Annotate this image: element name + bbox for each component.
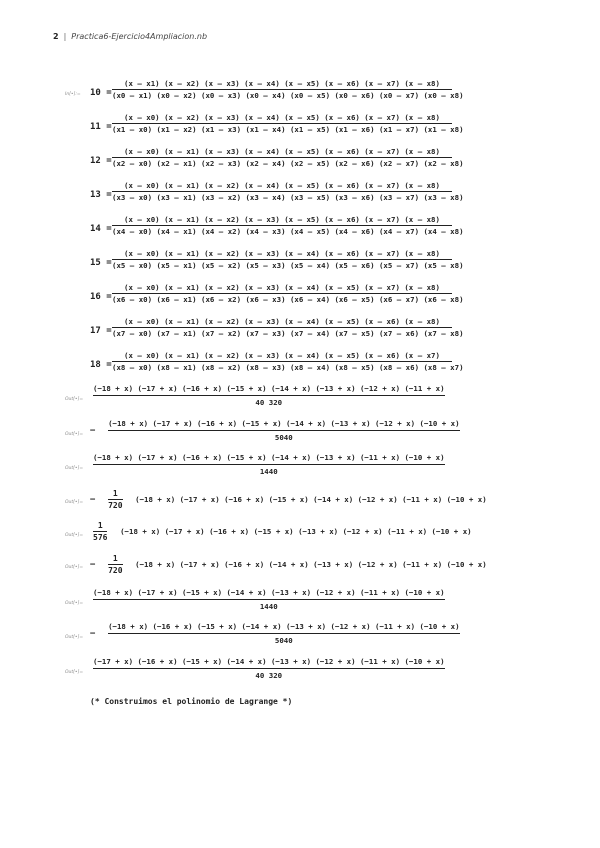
output-denominator: 40 320 — [255, 398, 283, 407]
page-number: 2 — [53, 32, 59, 41]
fraction-bar — [112, 89, 452, 90]
fraction-bar — [112, 225, 452, 226]
input-fraction — [112, 283, 464, 304]
coefficient-denominator: 576 — [93, 533, 108, 542]
output-cell-label: Out[•]= — [65, 432, 84, 437]
output-fraction — [93, 384, 445, 407]
coefficient-denominator: 720 — [108, 501, 123, 510]
output-fraction — [93, 657, 445, 680]
input-numerator: (x – x0) (x – x1) (x – x2) (x – x3) (x – x4) (x – x6) (x – x7) (x – x8) — [124, 249, 440, 258]
output-line[interactable] — [90, 588, 445, 611]
coefficient-numerator: 1 — [112, 554, 118, 563]
input-denominator: (x3 – x0) (x3 – x1) (x3 – x2) (x3 – x4) (x3 – x5) (x3 – x6) (x3 – x7) (x3 – x8) — [112, 193, 464, 202]
output-denominator: 5040 — [274, 433, 293, 442]
fraction-bar — [108, 430, 460, 431]
input-cell-label: In[•]:= — [65, 92, 81, 97]
fraction-bar — [112, 157, 452, 158]
output-coefficient — [108, 554, 122, 575]
output-fraction — [108, 419, 460, 442]
input-lhs: 13 = — [90, 190, 112, 200]
input-fraction — [112, 317, 464, 338]
output-cell-label: Out[•]= — [65, 670, 84, 675]
output-line[interactable] — [90, 384, 445, 407]
fraction-bar — [108, 499, 122, 500]
output-line[interactable] — [90, 657, 445, 680]
fraction-bar — [112, 259, 452, 260]
fraction-bar — [93, 531, 107, 532]
input-fraction — [112, 351, 464, 372]
input-fraction — [112, 249, 464, 270]
output-line[interactable] — [90, 419, 460, 442]
output-coefficient — [93, 521, 107, 542]
output-factors: (−18 + x) (−17 + x) (−16 + x) (−15 + x) (−14 + x) (−12 + x) (−11 + x) (−10 + x) — [135, 495, 487, 504]
output-cell-label: Out[•]= — [65, 533, 84, 538]
input-denominator: (x4 – x0) (x4 – x1) (x4 – x2) (x4 – x3) (x4 – x5) (x4 – x6) (x4 – x7) (x4 – x8) — [112, 227, 464, 236]
output-numerator: (−18 + x) (−17 + x) (−16 + x) (−15 + x) (−14 + x) (−13 + x) (−12 + x) (−10 + x) — [108, 419, 460, 428]
fraction-bar — [93, 395, 445, 396]
input-lhs: 15 = — [90, 258, 112, 268]
output-denominator: 1440 — [259, 602, 278, 611]
input-denominator: (x0 – x1) (x0 – x2) (x0 – x3) (x0 – x4) (x0 – x5) (x0 – x6) (x0 – x7) (x0 – x8) — [112, 91, 464, 100]
fraction-bar — [93, 464, 445, 465]
input-denominator: (x2 – x0) (x2 – x1) (x2 – x3) (x2 – x4) (x2 – x5) (x2 – x6) (x2 – x7) (x2 – x8) — [112, 159, 464, 168]
input-lhs: 16 = — [90, 292, 112, 302]
input-numerator: (x – x0) (x – x1) (x – x2) (x – x4) (x – x5) (x – x6) (x – x7) (x – x8) — [124, 181, 440, 190]
page-header — [53, 32, 207, 41]
fraction-bar — [108, 633, 460, 634]
output-cell-label: Out[•]= — [65, 466, 84, 471]
fraction-bar — [93, 668, 445, 669]
output-sign: − — [90, 425, 96, 436]
output-line[interactable] — [90, 489, 487, 510]
input-lhs: 10 = — [90, 88, 112, 98]
output-fraction — [93, 453, 445, 476]
input-fraction — [112, 215, 464, 236]
header-separator: | — [63, 32, 67, 41]
input-numerator: (x – x0) (x – x2) (x – x3) (x – x4) (x – x5) (x – x6) (x – x7) (x – x8) — [124, 113, 440, 122]
output-line[interactable] — [90, 453, 445, 476]
output-line[interactable] — [90, 521, 472, 542]
notebook-name: Practica6-Ejercicio4Ampliacion.nb — [71, 32, 208, 41]
fraction-bar — [93, 599, 445, 600]
input-lhs: 14 = — [90, 224, 112, 234]
input-numerator: (x – x0) (x – x1) (x – x2) (x – x3) (x – x4) (x – x5) (x – x6) (x – x7) — [124, 351, 440, 360]
coefficient-numerator: 1 — [112, 489, 118, 498]
input-numerator: (x – x0) (x – x1) (x – x3) (x – x4) (x – x5) (x – x6) (x – x7) (x – x8) — [124, 147, 440, 156]
input-fraction — [112, 113, 464, 134]
fraction-bar — [112, 123, 452, 124]
output-factors: (−18 + x) (−17 + x) (−16 + x) (−15 + x) (−13 + x) (−12 + x) (−11 + x) (−10 + x) — [120, 527, 472, 536]
fraction-bar — [112, 293, 452, 294]
coefficient-denominator: 720 — [108, 566, 123, 575]
output-denominator: 5040 — [274, 636, 293, 645]
output-fraction — [108, 622, 460, 645]
input-denominator: (x8 – x0) (x8 – x1) (x8 – x2) (x8 – x3) (x8 – x4) (x8 – x5) (x8 – x6) (x8 – x7) — [112, 363, 464, 372]
output-numerator: (−17 + x) (−16 + x) (−15 + x) (−14 + x) (−13 + x) (−12 + x) (−11 + x) (−10 + x) — [93, 657, 445, 666]
fraction-bar — [112, 361, 452, 362]
output-cell-label: Out[•]= — [65, 635, 84, 640]
fraction-bar — [112, 327, 452, 328]
input-fraction — [112, 79, 464, 100]
code-comment[interactable]: (* Construimos el polinomio de Lagrange *) — [90, 697, 293, 706]
output-numerator: (−18 + x) (−17 + x) (−16 + x) (−15 + x) (−14 + x) (−13 + x) (−11 + x) (−10 + x) — [93, 453, 445, 462]
input-lhs: 17 = — [90, 326, 112, 336]
input-denominator: (x5 – x0) (x5 – x1) (x5 – x2) (x5 – x3) (x5 – x4) (x5 – x6) (x5 – x7) (x5 – x8) — [112, 261, 464, 270]
output-numerator: (−18 + x) (−17 + x) (−15 + x) (−14 + x) (−13 + x) (−12 + x) (−11 + x) (−10 + x) — [93, 588, 445, 597]
output-sign: − — [90, 494, 96, 505]
input-denominator: (x1 – x0) (x1 – x2) (x1 – x3) (x1 – x4) (x1 – x5) (x1 – x6) (x1 – x7) (x1 – x8) — [112, 125, 464, 134]
input-denominator: (x6 – x0) (x6 – x1) (x6 – x2) (x6 – x3) (x6 – x4) (x6 – x5) (x6 – x7) (x6 – x8) — [112, 295, 464, 304]
output-cell-label: Out[•]= — [65, 601, 84, 606]
output-coefficient — [108, 489, 122, 510]
coefficient-numerator: 1 — [97, 521, 103, 530]
fraction-bar — [112, 191, 452, 192]
output-line[interactable] — [90, 622, 460, 645]
output-numerator: (−18 + x) (−17 + x) (−16 + x) (−15 + x) (−14 + x) (−13 + x) (−12 + x) (−11 + x) — [93, 384, 445, 393]
output-line[interactable] — [90, 554, 487, 575]
input-fraction — [112, 181, 464, 202]
input-lhs: 11 = — [90, 122, 112, 132]
output-denominator: 40 320 — [255, 671, 283, 680]
output-fraction — [93, 588, 445, 611]
input-numerator: (x – x1) (x – x2) (x – x3) (x – x4) (x – x5) (x – x6) (x – x7) (x – x8) — [124, 79, 440, 88]
output-sign: − — [90, 559, 96, 570]
output-denominator: 1440 — [259, 467, 278, 476]
output-numerator: (−18 + x) (−16 + x) (−15 + x) (−14 + x) (−13 + x) (−12 + x) (−11 + x) (−10 + x) — [108, 622, 460, 631]
input-lhs: 18 = — [90, 360, 112, 370]
input-fraction — [112, 147, 464, 168]
input-numerator: (x – x0) (x – x1) (x – x2) (x – x3) (x – x4) (x – x5) (x – x6) (x – x8) — [124, 317, 440, 326]
input-numerator: (x – x0) (x – x1) (x – x2) (x – x3) (x – x5) (x – x6) (x – x7) (x – x8) — [124, 215, 440, 224]
input-lhs: 12 = — [90, 156, 112, 166]
output-cell-label: Out[•]= — [65, 500, 84, 505]
output-cell-label: Out[•]= — [65, 565, 84, 570]
output-sign: − — [90, 628, 96, 639]
input-denominator: (x7 – x0) (x7 – x1) (x7 – x2) (x7 – x3) (x7 – x4) (x7 – x5) (x7 – x6) (x7 – x8) — [112, 329, 464, 338]
fraction-bar — [108, 564, 122, 565]
output-factors: (−18 + x) (−17 + x) (−16 + x) (−14 + x) (−13 + x) (−12 + x) (−11 + x) (−10 + x) — [135, 560, 487, 569]
output-cell-label: Out[•]= — [65, 397, 84, 402]
input-numerator: (x – x0) (x – x1) (x – x2) (x – x3) (x – x4) (x – x5) (x – x7) (x – x8) — [124, 283, 440, 292]
